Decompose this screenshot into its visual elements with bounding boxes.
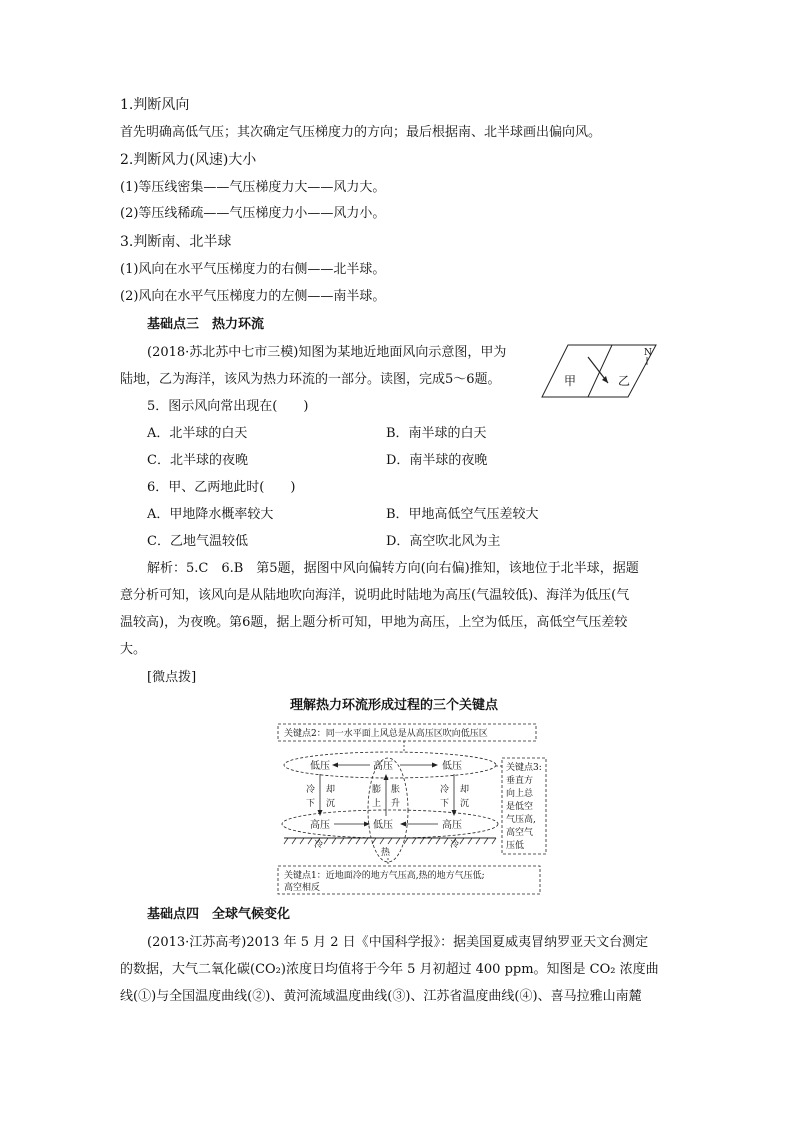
north-label: N [644, 348, 652, 358]
ground-right-label: 冷 [450, 840, 460, 850]
ground-left-label: 冷 [314, 840, 324, 850]
mid-col1-bottom: 上 [372, 799, 382, 809]
question-stem: 6．甲、乙两地此时( ) [147, 480, 296, 495]
upper-left-pressure: 低压 [310, 761, 330, 772]
option-c: C．北半球的夜晚 [147, 453, 248, 468]
right-col2-bottom: 沉 [460, 799, 470, 809]
option-b: B．甲地高低空气压差较大 [386, 507, 539, 522]
key-point-1-text: 高空相反 [284, 883, 321, 893]
body-text: 的数据，大气二氧化碳(CO₂)浓度日均值将于今年 5 月初超过 400 ppm。知图是 CO₂ 浓度曲 [120, 962, 659, 977]
subsection-title: 基础点三 热力环流 [147, 317, 265, 332]
lower-right-pressure: 高压 [442, 820, 462, 831]
option-c: C．乙地气温较低 [147, 534, 248, 549]
label-yi: 乙 [618, 374, 631, 388]
ground-mid-label: 热 [381, 848, 391, 858]
lower-mid-pressure: 低压 [373, 820, 393, 831]
upper-mid-pressure: 高压 [373, 761, 393, 772]
diagram-title: 理解热力环流形成过程的三个关键点 [290, 698, 499, 713]
key-point-1-text: 关键点1：近地面冷的地方气压高,热的地方气压低; [284, 871, 485, 881]
answer-text: 大。 [120, 642, 147, 657]
label-jia: 甲 [564, 374, 577, 388]
option-d: D．高空吹北风为主 [386, 534, 501, 549]
answer-text: 温较高)，为夜晚。第6题，据上题分析可知，甲地为高压，上空为低压，高低空气压差较 [120, 615, 628, 630]
body-text: (1)风向在水平气压梯度力的右侧——北半球。 [120, 262, 386, 277]
mid-col2-top: 胀 [391, 785, 401, 795]
left-col2-bottom: 沉 [326, 799, 336, 809]
left-col1-bottom: 下 [306, 799, 316, 809]
upper-right-pressure: 低压 [442, 761, 462, 772]
key-point-3-line: 是低空 [506, 802, 534, 812]
key-point-3-line: 关键点3: [506, 763, 542, 773]
lower-left-pressure: 高压 [310, 820, 330, 831]
option-b: B．南半球的白天 [386, 426, 487, 441]
key-point-3-line: 压低 [506, 841, 525, 851]
section-heading: 1.判断风向 [120, 97, 190, 113]
body-text: (2)等压线稀疏——气压梯度力小——风力小。 [120, 206, 386, 221]
key-point-3-line: 垂直方 [506, 776, 534, 786]
right-col1-top: 冷 [440, 785, 450, 795]
left-col1-top: 冷 [306, 785, 316, 795]
body-text: (1)等压线密集——气压梯度力大——风力大。 [120, 180, 386, 195]
option-d: D．南半球的夜晚 [386, 453, 488, 468]
right-col1-bottom: 下 [440, 799, 450, 809]
key-point-3-line: 向上总 [506, 789, 534, 799]
question-intro: 陆地，乙为海洋，该风为热力环流的一部分。读图，完成5～6题。 [120, 372, 501, 387]
answer-text: 意分析可知，该风向是从陆地吹向海洋，说明此时陆地为高压(气温较低)、海洋为低压(气 [120, 588, 630, 603]
key-point-3-line: 高空气 [506, 828, 534, 838]
body-text: (2)风向在水平气压梯度力的左侧——南半球。 [120, 289, 386, 304]
key-point-2-text: 关键点2：同一水平面上风总是从高压区吹向低压区 [284, 729, 488, 739]
question-intro: (2018·苏北苏中七市三模)知图为某地近地面风向示意图，甲为 [147, 345, 507, 360]
body-text: 线(①)与全国温度曲线(②)、黄河流域温度曲线(③)、江苏省温度曲线(④)、喜马拉雅山南麓 [120, 989, 642, 1004]
wind-direction-figure [540, 343, 658, 399]
left-col2-top: 却 [326, 785, 336, 795]
tip-label: [微点拨] [147, 670, 197, 685]
body-text: 首先明确高低气压；其次确定气压梯度力的方向；最后根据南、北半球画出偏向风。 [120, 125, 602, 140]
answer-text: 解析：5.C 6.B 第5题，据图中风向偏转方向(向右偏)推知，该地位于北半球，据题 [147, 561, 639, 576]
thermal-circulation-diagram [270, 718, 552, 898]
section-heading: 2.判断风力(风速)大小 [120, 152, 257, 168]
option-a: A．北半球的白天 [147, 426, 248, 441]
question-stem: 5．图示风向常出现在( ) [147, 399, 309, 414]
mid-col1-top: 膨 [372, 785, 382, 795]
mid-col2-bottom: 升 [391, 799, 401, 809]
right-col2-top: 却 [460, 785, 470, 795]
option-a: A．甲地降水概率较大 [147, 507, 274, 522]
key-point-3-line: 气压高, [506, 815, 536, 825]
body-text: (2013·江苏高考)2013 年 5 月 2 日《中国科学报》：据美国夏威夷冒纳罗亚天文台测定 [147, 935, 649, 950]
subsection-title: 基础点四 全球气候变化 [147, 907, 291, 922]
section-heading: 3.判断南、北半球 [120, 234, 232, 250]
